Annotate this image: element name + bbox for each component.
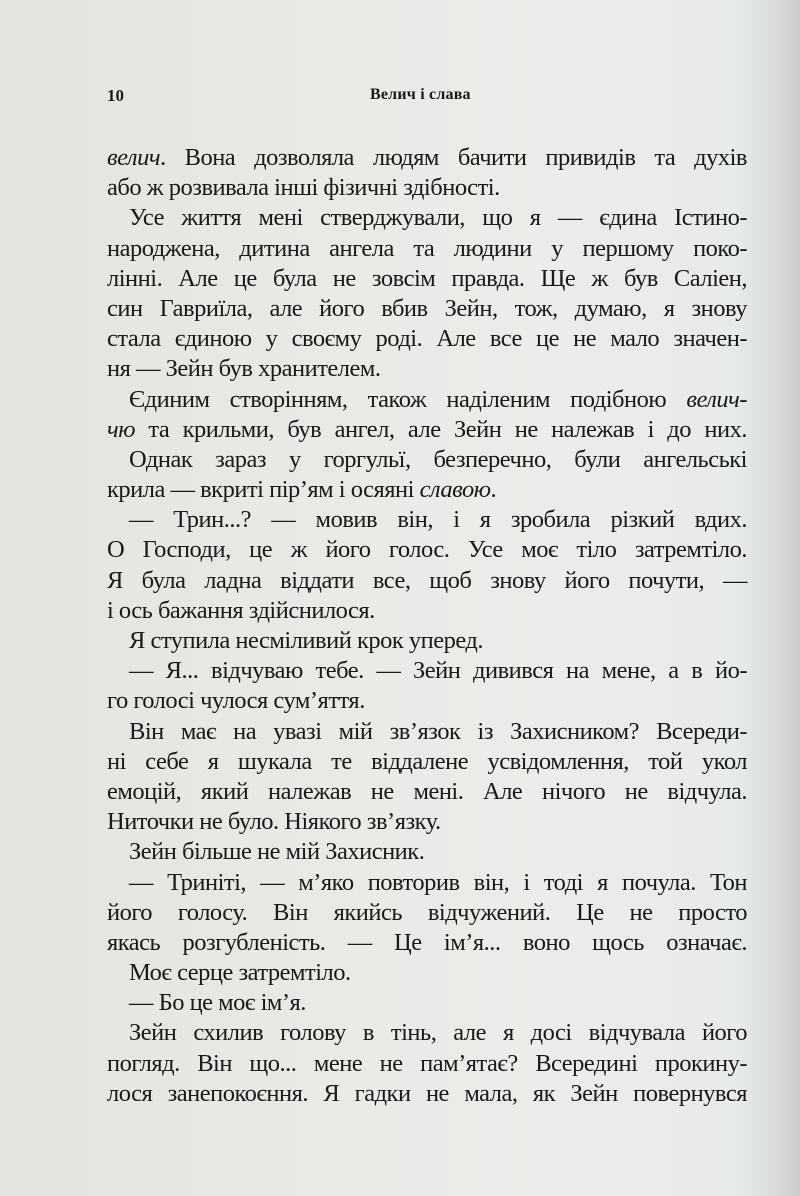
text-line bbox=[107, 837, 747, 867]
text-line bbox=[107, 566, 747, 596]
text-line bbox=[107, 354, 747, 384]
text-line bbox=[107, 928, 747, 958]
text-line bbox=[107, 1018, 747, 1048]
text-line bbox=[107, 807, 747, 837]
line-text: Я ступила несміливий крок уперед. bbox=[129, 627, 484, 654]
line-text: лося занепокоєння. Я гадки не мала, як Зейн повернувся bbox=[107, 1079, 747, 1107]
line-text: ні себе я шукала те віддалене усвідомлення, той укол bbox=[107, 747, 747, 775]
line-text: Зейн більше не мій Захисник. bbox=[129, 838, 425, 866]
line-text: — Трин...? — мовив він, і я зробила різкий вдих. bbox=[129, 506, 747, 534]
line-text: його голосу. Він якийсь відчужений. Це не просто bbox=[107, 898, 747, 926]
text-line bbox=[107, 596, 747, 626]
running-head bbox=[107, 86, 747, 110]
text-line bbox=[107, 173, 747, 203]
text-line bbox=[107, 535, 747, 565]
italic-term: велич- bbox=[686, 385, 747, 413]
text-line bbox=[107, 294, 747, 324]
text-line bbox=[107, 1079, 747, 1109]
text-line bbox=[107, 988, 747, 1018]
line-text: емоцій, який належав не мені. Але нічого не відчула. bbox=[107, 777, 747, 805]
text-line bbox=[107, 415, 747, 445]
line-text: та крильми, був ангел, але Зейн не належав і до них. bbox=[134, 415, 747, 443]
line-text: . Вона дозволяла людям бачити привидів та духів bbox=[160, 144, 747, 171]
line-text: погляд. Він що... мене не пам’ятає? Всередині прокину- bbox=[107, 1049, 747, 1077]
line-text: якась розгубленість. — Це ім’я... воно щось означає. bbox=[107, 928, 747, 956]
text-line bbox=[107, 868, 747, 898]
text-line bbox=[107, 475, 747, 505]
line-text: — Бо це моє ім’я. bbox=[129, 989, 306, 1017]
line-text: Єдиним створінням, також наділеним подібною bbox=[129, 385, 687, 413]
line-text: лінні. Але це була не зовсім правда. Ще ж був Саліен, bbox=[107, 264, 747, 292]
line-text: О Господи, це ж його голос. Усе моє тіло затремтіло. bbox=[107, 536, 747, 564]
text-line bbox=[107, 203, 747, 233]
line-text: Моє серце затремтіло. bbox=[129, 959, 351, 987]
line-text: Він має на увазі мій зв’язок із Захисником? Всереди- bbox=[129, 717, 747, 745]
text-line bbox=[107, 626, 747, 656]
italic-term: чю bbox=[107, 415, 135, 443]
line-text: син Гавриїла, але його вбив Зейн, тож, думаю, я знову bbox=[107, 294, 747, 322]
line-text: ня — Зейн був хранителем. bbox=[107, 355, 381, 383]
line-text: — Я... відчуваю тебе. — Зейн дивився на мене, а в йо- bbox=[129, 657, 747, 685]
line-text: стала єдиною у своєму роді. Але все це не мало значен- bbox=[107, 325, 747, 353]
text-line bbox=[107, 143, 747, 173]
text-line bbox=[107, 747, 747, 777]
text-line bbox=[107, 385, 747, 415]
line-text: Однак зараз у горгульї, безперечно, були ангельські bbox=[129, 445, 747, 473]
text-line bbox=[107, 777, 747, 807]
text-line bbox=[107, 324, 747, 354]
line-text: або ж розвивала інші фізичні здібності. bbox=[107, 174, 500, 202]
line-text: — Триніті, — м’яко повторив він, і тоді я почула. Тон bbox=[129, 868, 747, 896]
line-text: Усе життя мені стверджували, що я — єдина Істино- bbox=[129, 204, 747, 232]
text-line bbox=[107, 656, 747, 686]
body-text bbox=[107, 143, 747, 1109]
text-line bbox=[107, 686, 747, 716]
italic-term: славою bbox=[419, 476, 491, 504]
text-line bbox=[107, 234, 747, 264]
italic-term: велич bbox=[107, 144, 161, 171]
line-text: Зейн схилив голову в тінь, але я досі відчувала його bbox=[129, 1019, 747, 1047]
line-text: го голосі чулося сум’яття. bbox=[107, 687, 365, 715]
text-line bbox=[107, 505, 747, 535]
text-line bbox=[107, 445, 747, 475]
text-line bbox=[107, 958, 747, 988]
line-text: народжена, дитина ангела та людини у першому поко- bbox=[107, 234, 747, 262]
line-text: і ось бажання здійснилося. bbox=[107, 596, 375, 624]
line-text: Ниточки не було. Ніякого зв’язку. bbox=[107, 808, 441, 836]
text-line bbox=[107, 717, 747, 747]
text-line bbox=[107, 898, 747, 928]
line-text: Я була ладна віддати все, щоб знову його почути, — bbox=[107, 566, 747, 594]
running-title: Велич і слава bbox=[370, 86, 471, 103]
line-tail: . bbox=[490, 476, 497, 504]
page-number: 10 bbox=[107, 86, 124, 105]
text-line bbox=[107, 1049, 747, 1079]
text-line bbox=[107, 264, 747, 294]
line-text: крила — вкриті пір’ям і осяяні bbox=[107, 476, 420, 504]
